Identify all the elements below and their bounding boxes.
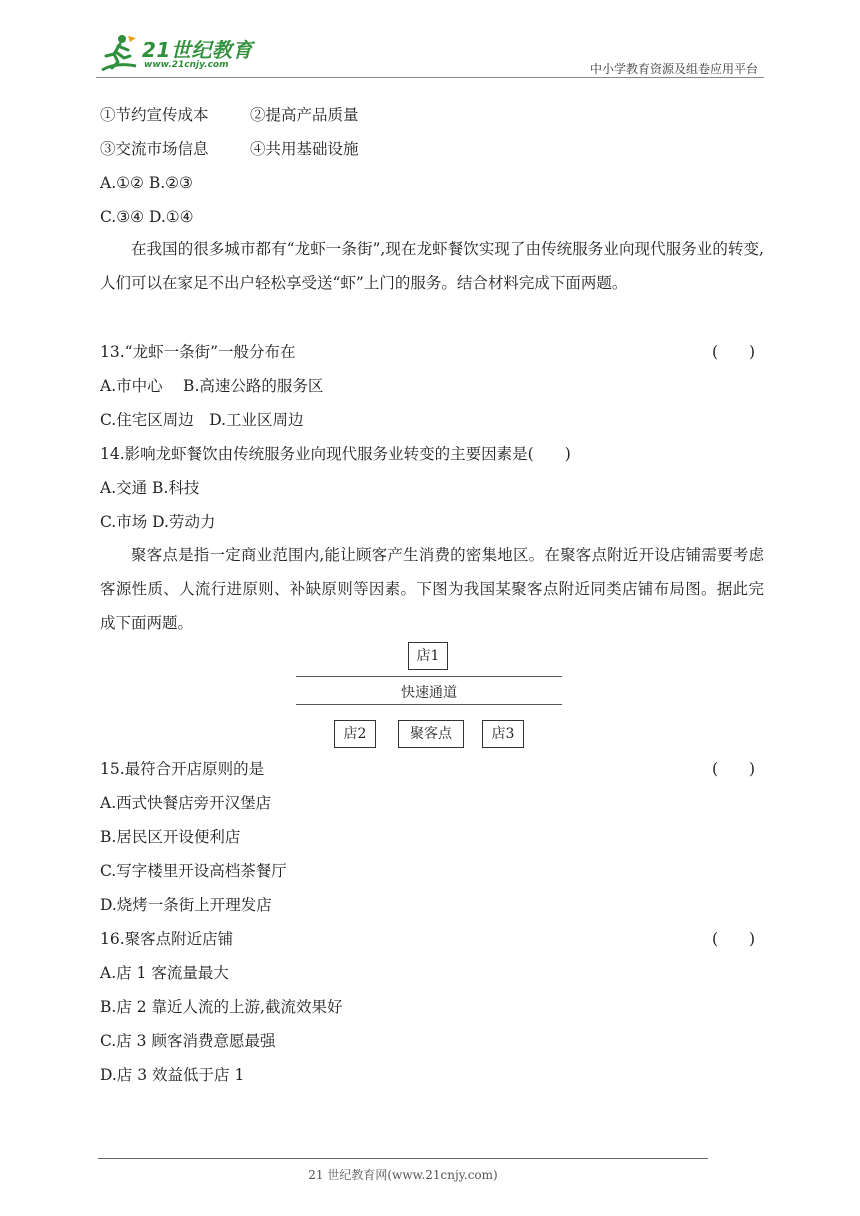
header-divider (96, 77, 764, 78)
q16-answer-blank: ( ) (712, 930, 756, 948)
q12-option-4: ④共用基础设施 (250, 140, 359, 158)
express-road-label: 快速通道 (401, 685, 457, 701)
q13-choices-ab: A.市中心 B.高速公路的服务区 (100, 377, 324, 395)
q15-stem: 15.最符合开店原则的是 (100, 760, 265, 778)
footer-link[interactable]: 21 世纪教育网(www.21cnjy.com) (308, 1168, 498, 1182)
store-layout-diagram (296, 640, 564, 752)
q16-stem: 16.聚客点附近店铺 (100, 930, 234, 948)
q15-choice-d: D.烧烤一条街上开理发店 (100, 896, 272, 914)
logo-title: 21世纪教育 (142, 38, 253, 62)
store-3-box: 店3 (482, 720, 524, 748)
gathering-point-box: 聚客点 (398, 720, 464, 748)
q12-option-3: ③交流市场信息 (100, 140, 209, 158)
logo-url: www.21cnjy.com (144, 60, 229, 70)
q15-choice-b: B.居民区开设便利店 (100, 828, 241, 846)
passage-lobster: 在我国的很多城市都有“龙虾一条街”,现在龙虾餐饮实现了由传统服务业向现代服务业的转变,人们可以在家足不出户轻松享受送“虾”上门的服务。结合材料完成下面两题。 (100, 240, 764, 292)
q15-choice-a: A.西式快餐店旁开汉堡店 (100, 794, 272, 812)
passage-gathering-point: 聚客点是指一定商业范围内,能让顾客产生消费的密集地区。在聚客点附近开设店铺需要考虑客源性质、人流行进原则、补缺原则等因素。下图为我国某聚客点附近同类店铺布局图。据此完成下面两题。 (100, 546, 764, 632)
site-logo[interactable] (96, 30, 266, 78)
q15-choice-c: C.写字楼里开设高档茶餐厅 (100, 862, 287, 880)
q16-choice-d: D.店 3 效益低于店 1 (100, 1066, 245, 1084)
platform-title: 中小学教育资源及组卷应用平台 (589, 62, 758, 76)
store-1-box: 店1 (408, 642, 448, 670)
footer-divider (98, 1158, 708, 1159)
q13-choices-cd: C.住宅区周边 D.工业区周边 (100, 411, 304, 429)
q12-option-2: ②提高产品质量 (250, 106, 359, 124)
q16-choice-c: C.店 3 顾客消费意愿最强 (100, 1032, 276, 1050)
q13-stem: 13.“龙虾一条街”一般分布在 (100, 343, 296, 361)
q15-answer-blank: ( ) (712, 760, 756, 778)
road-bottom-edge (296, 704, 562, 705)
q16-choice-a: A.店 1 客流量最大 (100, 964, 229, 982)
road-top-edge (296, 676, 562, 677)
q12-option-1: ①节约宣传成本 (100, 106, 209, 124)
q14-choices-cd: C.市场 D.劳动力 (100, 513, 216, 531)
q12-choices-cd: C.③④ D.①④ (100, 208, 194, 226)
runner-icon (96, 32, 140, 76)
q14-stem: 14.影响龙虾餐饮由传统服务业向现代服务业转变的主要因素是( ) (100, 445, 571, 463)
q12-choices-ab: A.①② B.②③ (100, 174, 193, 192)
q13-answer-blank: ( ) (712, 343, 756, 361)
page-header (96, 30, 764, 78)
q16-choice-b: B.店 2 靠近人流的上游,截流效果好 (100, 998, 343, 1016)
q14-choices-ab: A.交通 B.科技 (100, 479, 200, 497)
store-2-box: 店2 (334, 720, 376, 748)
